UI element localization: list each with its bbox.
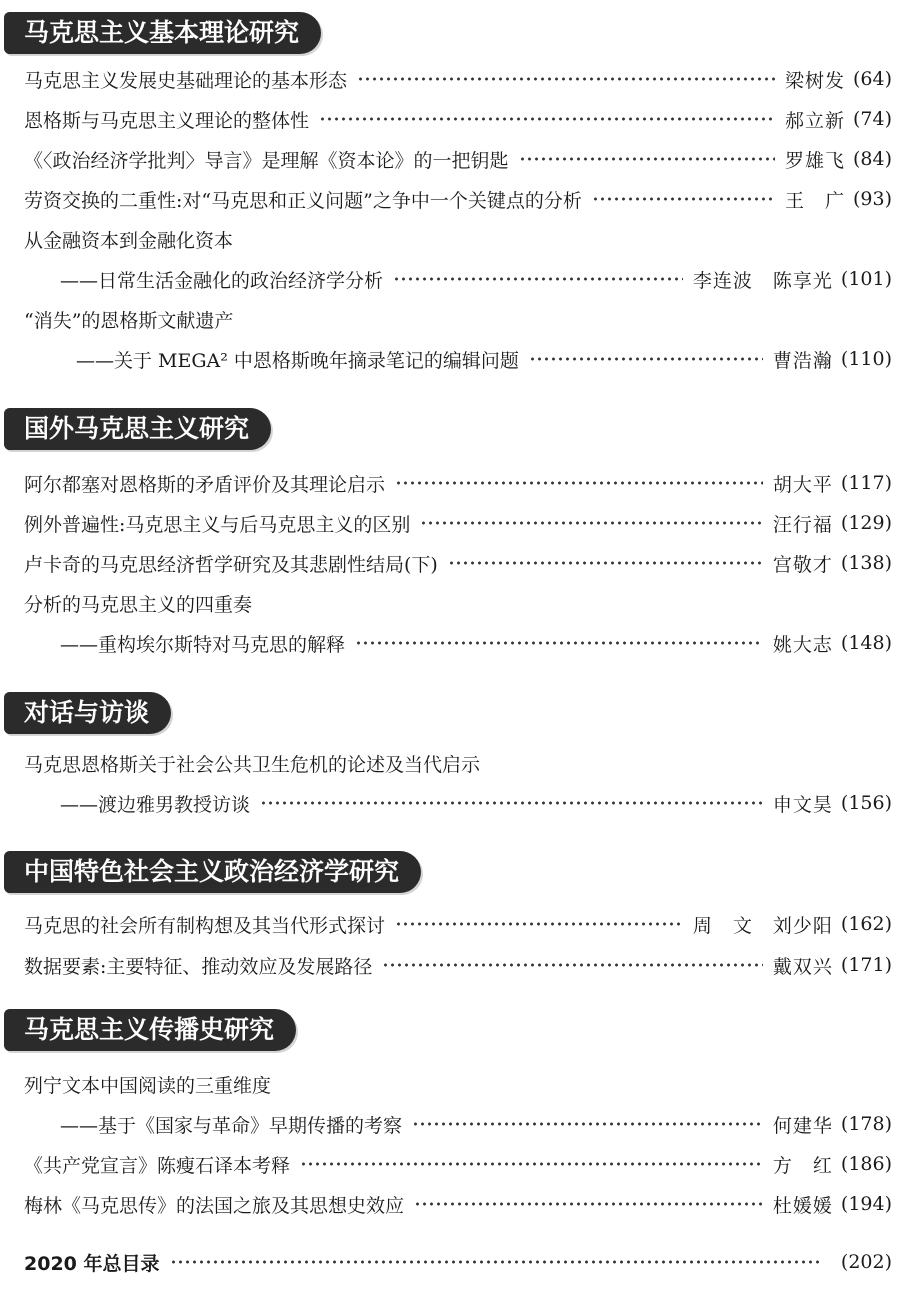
dot-leader <box>170 1245 823 1279</box>
entry-page-number: (178) <box>840 1113 892 1135</box>
toc-entry-line[interactable] <box>60 262 892 296</box>
toc-entry-line[interactable] <box>60 786 892 820</box>
entry-author: 申文昊 <box>772 793 833 816</box>
entry-page-number: (101) <box>840 268 892 290</box>
entry-page-number: (171) <box>840 954 892 976</box>
dot-leader <box>382 948 762 982</box>
section-header: 马克思主义传播史研究 <box>4 1009 296 1051</box>
dot-leader <box>357 62 775 96</box>
entry-page-number: (138) <box>840 552 892 574</box>
toc-entry-line[interactable] <box>24 182 892 216</box>
dot-leader <box>355 626 763 660</box>
toc-entry-line[interactable] <box>24 907 892 941</box>
entry-author: 戴双兴 <box>772 955 833 978</box>
entry-title: ——日常生活金融化的政治经济学分析 <box>60 269 384 292</box>
toc-entry-line[interactable] <box>24 948 892 982</box>
entry-page-number: (84) <box>852 148 892 170</box>
entry-page-number: (156) <box>840 792 892 814</box>
dot-leader <box>412 1107 763 1141</box>
entry-author: 胡大平 <box>772 473 833 496</box>
entry-title: ——重构埃尔斯特对马克思的解释 <box>60 633 346 656</box>
entry-page-number: (162) <box>840 913 892 935</box>
entry-author: 周 文 刘少阳 <box>692 914 833 937</box>
entry-title: 梅林《马克思传》的法国之旅及其思想史效应 <box>24 1194 405 1217</box>
dot-leader <box>395 907 683 941</box>
entry-page-number: (148) <box>840 632 892 654</box>
toc-entry-line[interactable] <box>24 466 892 500</box>
entry-page-number: (117) <box>840 472 892 494</box>
section-header: 中国特色社会主义政治经济学研究 <box>4 851 421 893</box>
entry-title: 分析的马克思主义的四重奏 <box>24 593 253 616</box>
entry-author: 汪行福 <box>772 513 833 536</box>
entry-page-number: (64) <box>852 68 892 90</box>
entry-title: 马克思恩格斯关于社会公共卫生危机的论述及当代启示 <box>24 753 481 776</box>
entry-title: “消失”的恩格斯文献遗产 <box>24 309 234 332</box>
entry-title: 《〈政治经济学批判〉导言》是理解《资本论》的一把钥匙 <box>24 149 509 172</box>
entry-title: ——关于 MEGA² 中恩格斯晚年摘录笔记的编辑问题 <box>76 349 519 372</box>
entry-author: 方 红 <box>772 1154 833 1177</box>
dot-leader <box>519 142 775 176</box>
entry-author: 郝立新 <box>784 109 845 132</box>
entry-page-number: (110) <box>840 348 892 370</box>
section-header: 国外马克思主义研究 <box>4 408 271 450</box>
entry-title: 卢卡奇的马克思经济哲学研究及其悲剧性结局(下) <box>24 553 438 576</box>
section-header: 对话与访谈 <box>4 692 171 734</box>
toc-entry-line[interactable] <box>60 1107 892 1141</box>
entry-author: 罗雄飞 <box>784 149 845 172</box>
entry-title: 劳资交换的二重性:对“马克思和正义问题”之争中一个关键点的分析 <box>24 189 582 212</box>
entry-title: 马克思主义发展史基础理论的基本形态 <box>24 69 348 92</box>
dot-leader <box>395 466 763 500</box>
entry-title: 恩格斯与马克思主义理论的整体性 <box>24 109 310 132</box>
entry-title: 例外普遍性:马克思主义与后马克思主义的区别 <box>24 513 411 536</box>
dot-leader <box>319 102 775 136</box>
dot-leader <box>300 1147 763 1181</box>
total-index-entry[interactable] <box>24 1245 892 1279</box>
dot-leader <box>393 262 683 296</box>
entry-page-number: (74) <box>852 108 892 130</box>
toc-entry-line[interactable] <box>24 1187 892 1221</box>
entry-title: 数据要素:主要特征、推动效应及发展路径 <box>24 955 373 978</box>
entry-author: 宫敬才 <box>772 553 833 576</box>
entry-author: 王 广 <box>784 189 845 212</box>
toc-entry-line[interactable] <box>76 342 892 376</box>
dot-leader <box>260 786 763 820</box>
entry-title: 从金融资本到金融化资本 <box>24 229 234 252</box>
toc-entry-line[interactable] <box>24 586 892 620</box>
toc-entry-line[interactable] <box>24 546 892 580</box>
dot-leader <box>420 506 762 540</box>
entry-author: 梁树发 <box>784 69 845 92</box>
entry-author: 何建华 <box>772 1114 833 1137</box>
entry-title: 马克思的社会所有制构想及其当代形式探讨 <box>24 914 386 937</box>
entry-page-number: (194) <box>840 1193 892 1215</box>
toc-entry-line[interactable] <box>24 1147 892 1181</box>
entry-title: 列宁文本中国阅读的三重维度 <box>24 1074 272 1097</box>
dot-leader <box>448 546 763 580</box>
entry-author: 姚大志 <box>772 633 833 656</box>
entry-title: ——基于《国家与革命》早期传播的考察 <box>60 1114 403 1137</box>
toc-entry-line[interactable] <box>24 142 892 176</box>
entry-page-number: (186) <box>840 1153 892 1175</box>
entry-author: 杜媛媛 <box>772 1194 833 1217</box>
entry-page-number: (129) <box>840 512 892 534</box>
entry-page-number: (93) <box>852 188 892 210</box>
entry-title: ——渡边雅男教授访谈 <box>60 793 251 816</box>
dot-leader <box>414 1187 763 1221</box>
toc-entry-line[interactable] <box>24 62 892 96</box>
toc-entry-line[interactable] <box>60 626 892 660</box>
dot-leader <box>592 182 775 216</box>
toc-entry-line[interactable] <box>24 506 892 540</box>
toc-entry-line[interactable] <box>24 302 892 336</box>
entry-author: 曹浩瀚 <box>772 349 833 372</box>
entry-title: 《共产党宣言》陈瘦石译本考释 <box>24 1154 291 1177</box>
toc-entry-line[interactable] <box>24 746 892 780</box>
toc-entry-line[interactable] <box>24 222 892 256</box>
entry-author: 李连波 陈享光 <box>692 269 833 292</box>
toc-entry-line[interactable] <box>24 102 892 136</box>
section-header: 马克思主义基本理论研究 <box>4 12 321 54</box>
dot-leader <box>529 342 763 376</box>
toc-entry-line[interactable] <box>24 1067 892 1101</box>
entry-title: 阿尔都塞对恩格斯的矛盾评价及其理论启示 <box>24 473 386 496</box>
entry-page-number: (202) <box>840 1251 892 1273</box>
entry-title: 2020 年总目录 <box>24 1252 160 1275</box>
